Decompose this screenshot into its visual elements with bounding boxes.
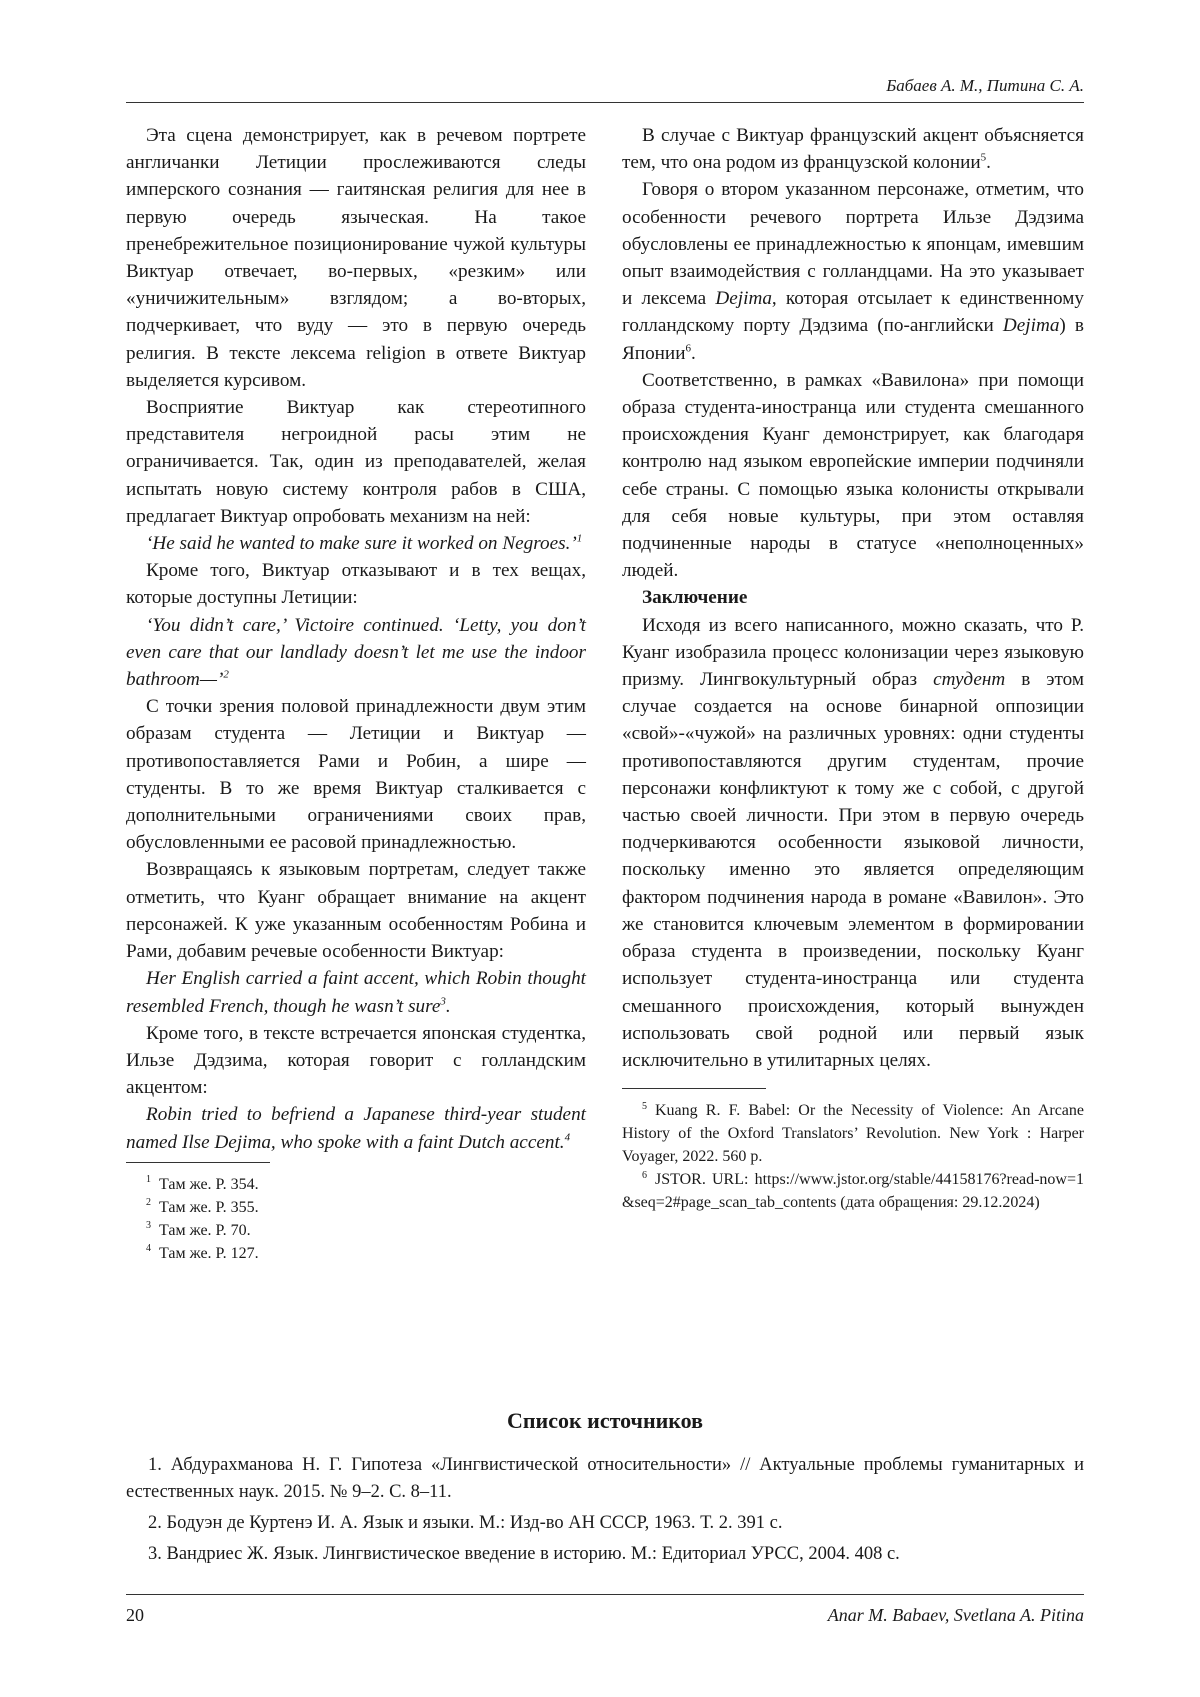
footnote: $^5$ Kuang R. F. Babel: Or the Necessity of Violence: An Arcane History of the Oxford Translators’ Revolution. New York : Harper Voyager, 2022. 560 p. xyxy=(622,1100,1084,1166)
reference-item: 3. Вандриес Ж. Язык. Лингвистическое введение в историю. М.: Едиториал УРСС, 2004. 408 с. xyxy=(148,1544,900,1564)
header-authors: Бабаев А. М., Питина С. А. xyxy=(886,76,1084,95)
reference-item: 1. Абдурахманова Н. Г. Гипотеза «Лингвистической относительности» // Актуальные проблемы гуманитарных и естественных наук. 2015. № 9–2. С. 8–11. xyxy=(126,1455,1084,1502)
page-footer xyxy=(126,1594,1084,1626)
paragraph: С точки зрения половой принадлежности двум этим образам студента — Летиции и Виктуар — противопоставляется Рами и Робин, а шире —студенты. В то же время Виктуар сталкивается с дополнительными ограничениями своих прав, обусловленными ее расовой принадлежностью. xyxy=(126,696,586,854)
footnote-divider xyxy=(126,1162,270,1163)
references-section xyxy=(126,1408,1084,1572)
paragraph: Соответственно, в рамках «Вавилона» при помощи образа студента-иностранца или студента смешанного происхождения Куанг демонстрирует, как благодаря контролю над языком европейские империи подчиняли себе страны. С помощью языка колонисты открывали для себя новые культуры, при этом оставляя подчиненные народы в статусе «неполноценных» людей. xyxy=(622,369,1084,582)
paragraph: Говоря о втором указанном персонаже, отметим, что особенности речевого портрета Ильзе Дэдзима обусловлены ее принадлежностью к японцам, имевшим опыт взаимодействия с голландцами. На это указывает и лексема Dejima, которая отсылает к единственному голландскому порту Дэдзима (по-английски Dejima) в Японии$^6$. xyxy=(622,179,1085,364)
quote: Robin tried to befriend a Japanese third-year student named Ilse Dejima, who spoke with a faint Dutch accent.$^4$ xyxy=(126,1104,586,1153)
footnote-ref[interactable]: 4 xyxy=(564,1131,571,1144)
footer-authors: Anar M. Babaev, Svetlana A. Pitina xyxy=(827,1605,1084,1625)
reference-item: 2. Бодуэн де Куртенэ И. А. Язык и языки. М.: Изд-во АН СССР, 1963. Т. 2. 391 с. xyxy=(148,1513,783,1533)
references-title: Список источников xyxy=(506,1408,704,1433)
running-header xyxy=(126,76,1084,103)
paragraph: В случае с Виктуар французский акцент объясняется тем, что она родом из французской колонии$^5$. xyxy=(622,125,1084,174)
paragraph: Возвращаясь к языковым портретам, следует также отметить, что Куанг обращает внимание на акцент персонажей. К уже указанным особенностям Робина и Рами, добавим речевые особенности Виктуар: xyxy=(126,859,586,963)
footnote-ref[interactable]: 1 xyxy=(576,532,583,545)
page-number: 20 xyxy=(126,1605,144,1625)
footnote: $^1$ Там же. P. 354. xyxy=(146,1174,259,1193)
paragraph: Эта сцена демонстрирует, как в речевом портрете англичанки Летиции прослеживаются следы имперского сознания — гаитянская религия для нее в первую очередь языческая. На такое пренебрежительное позиционирование чужой культуры Виктуар отвечает, во-первых, «резким» или «уничижительным» взглядом; а во-вторых, подчеркивает, что вуду — это в первую очередь религия. В тексте лексема religion в ответе Виктуар выделяется курсивом. xyxy=(126,125,586,391)
footnote-ref[interactable]: 3 xyxy=(440,995,446,1008)
quote: ‘He said he wanted to make sure it worked on Negroes.’$^1$ xyxy=(146,532,583,555)
right-column xyxy=(622,122,1084,1214)
footnote: $^6$ JSTOR. URL: https://www.jstor.org/stable/44158176?read-now=1&seq=2#page_scan_tab_contents (дата обращения: 29.12.2024) xyxy=(622,1169,1084,1212)
paragraph: Кроме того, в тексте встречается японская студентка, Ильзе Дэдзима, которая говорит с голландским акцентом: xyxy=(126,1022,586,1099)
left-column xyxy=(126,122,586,1265)
footnote-ref[interactable]: 6 xyxy=(685,342,691,355)
footnote: $^2$ Там же. P. 355. xyxy=(146,1197,259,1216)
quote: ‘You didn’t care,’ Victoire continued. ‘Letty, you don’t even care that our landlady doesn’t let me use the indoor bathroom—’$^2$ xyxy=(126,614,586,691)
footnote-ref[interactable]: 2 xyxy=(223,668,229,681)
footnote: $^4$ Там же. P. 127. xyxy=(146,1243,259,1262)
paragraph: Восприятие Виктуар как стереотипного представителя негроидной расы этим не ограничивается. Так, один из преподавателей, желая испытать новую систему контроля рабов в США, предлагает Виктуар опробовать механизм на ней: xyxy=(126,397,586,527)
section-heading: Заключение xyxy=(642,587,748,609)
paragraph: Исходя из всего написанного, можно сказать, что Р. Куанг изобразила процесс колонизации через языковую призму. Лингвокультурный образ студент в этом случае создается на основе бинарной оппозиции «свой»-«чужой» на различных уровнях: одни студенты противопоставляются другим студентам, прочие персонажи конфликтуют к тому же с собой, с другой частью своей личности. При этом в первую очередь подчеркиваются особенности языковой личности, поскольку именно это является определяющим фактором подчинения народа в романе «Вавилон». Это же становится ключевым элементом в формировании образа студента в произведении, поскольку Куанг использует студента-иностранца или студента смешанного происхождения, который вынужден использовать свой родной или первый язык исключительно в утилитарных целях. xyxy=(622,614,1084,1071)
footnotes-left xyxy=(126,1173,586,1265)
footnote-divider xyxy=(622,1088,766,1089)
quote: Her English carried a faint accent, which Robin thought resembled French, though he wasn’t sure$^3$. xyxy=(126,968,586,1017)
footnotes-right xyxy=(622,1099,1084,1214)
footnote: $^3$ Там же. P. 70. xyxy=(146,1220,251,1239)
paragraph: Кроме того, Виктуар отказывают и в тех вещах, которые доступны Летиции: xyxy=(126,560,586,609)
footnote-ref[interactable]: 5 xyxy=(980,151,987,164)
